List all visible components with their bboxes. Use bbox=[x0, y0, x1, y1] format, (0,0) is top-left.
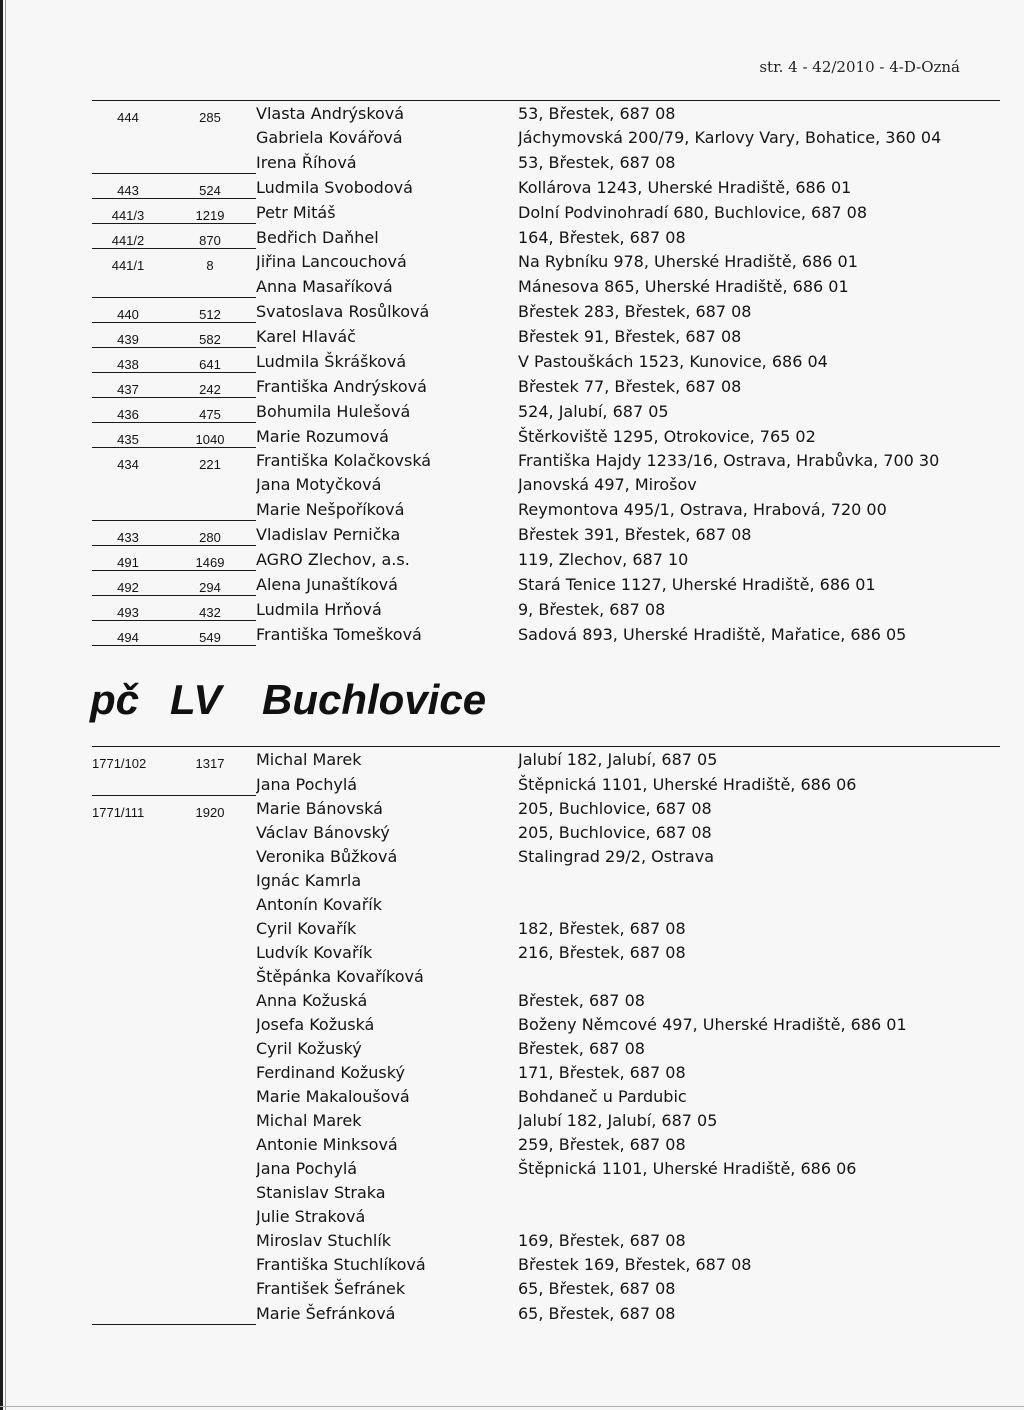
table-row bbox=[92, 125, 1000, 149]
table-row bbox=[92, 771, 1000, 796]
owner-address-cell: Jalubí 182, Jalubí, 687 05 bbox=[518, 747, 1000, 772]
parcel-number-cell bbox=[92, 892, 164, 916]
ownership-sheet-cell bbox=[164, 916, 256, 940]
ownership-sheet-cell bbox=[164, 1156, 256, 1180]
owner-name-cell: Vlasta Andrýsková bbox=[256, 101, 518, 126]
parcel-number-cell bbox=[92, 1132, 164, 1156]
parcel-number-cell bbox=[92, 1204, 164, 1228]
owner-address-cell: Boženy Němcové 497, Uherské Hradiště, 686 01 bbox=[518, 1015, 907, 1034]
owner-name-cell: Michal Marek bbox=[256, 747, 518, 772]
ownership-sheet-cell bbox=[164, 820, 256, 844]
table-row bbox=[92, 868, 1000, 892]
owner-address-cell: Břestek, 687 08 bbox=[518, 991, 645, 1010]
ownership-sheet-cell bbox=[164, 844, 256, 868]
ownership-sheet-cell bbox=[164, 149, 256, 174]
parcel-number-cell bbox=[92, 1252, 164, 1276]
owner-address-cell: Břestek 391, Břestek, 687 08 bbox=[518, 524, 752, 544]
parcel-number-cell bbox=[92, 1036, 164, 1060]
owner-address-cell: Mánesova 865, Uherské Hradiště, 686 01 bbox=[518, 276, 849, 296]
owner-address-cell bbox=[518, 1204, 1000, 1228]
owner-address-cell: Janovská 497, Mirošov bbox=[518, 475, 697, 494]
owner-address-cell: 216, Břestek, 687 08 bbox=[518, 943, 686, 962]
ownership-sheet-cell bbox=[164, 1228, 256, 1252]
ownership-sheet-cell bbox=[164, 1300, 256, 1325]
table-row bbox=[92, 988, 1000, 1012]
scan-bottom-rule bbox=[0, 1406, 1024, 1407]
owner-address-cell: Reymontova 495/1, Ostrava, Hrabová, 720 00 bbox=[518, 499, 887, 519]
ownership-sheet-cell bbox=[164, 988, 256, 1012]
parcel-number-cell bbox=[92, 472, 164, 496]
owner-name-cell: Ludmila Svobodová bbox=[256, 177, 413, 197]
owner-name-cell: Františka Tomešková bbox=[256, 624, 422, 644]
ownership-sheet-cell: 285 bbox=[164, 101, 256, 126]
parcel-number-cell: 444 bbox=[92, 101, 164, 126]
table-row bbox=[92, 348, 1000, 373]
owner-name-cell: Františka Kolačkovská bbox=[256, 451, 432, 470]
table-row bbox=[92, 448, 1000, 473]
owner-address-cell bbox=[518, 868, 1000, 892]
table-row bbox=[92, 964, 1000, 988]
table-row bbox=[92, 298, 1000, 323]
ownership-sheet-cell bbox=[164, 1012, 256, 1036]
ownership-sheet-cell: 549 bbox=[164, 621, 256, 646]
scan-border-inner bbox=[5, 0, 6, 1410]
parcel-number-cell bbox=[92, 1300, 164, 1325]
ownership-sheet-cell: 1219 bbox=[164, 199, 256, 224]
owner-address-cell: 182, Břestek, 687 08 bbox=[518, 919, 686, 938]
parcel-number-cell: 440 bbox=[92, 298, 164, 323]
parcel-number-cell: 1771/102 bbox=[92, 747, 164, 772]
ownership-sheet-cell: 294 bbox=[164, 571, 256, 596]
table-row bbox=[92, 1036, 1000, 1060]
table-row bbox=[92, 916, 1000, 940]
parcel-number-cell: 1771/111 bbox=[92, 805, 145, 820]
owner-address-cell: 164, Břestek, 687 08 bbox=[518, 227, 686, 247]
owner-address-cell: Jáchymovská 200/79, Karlovy Vary, Bohatice, 360 04 bbox=[518, 128, 942, 147]
table-row bbox=[92, 892, 1000, 916]
table-row bbox=[92, 273, 1000, 298]
owner-address-cell: 205, Buchlovice, 687 08 bbox=[518, 823, 712, 842]
table-row bbox=[92, 940, 1000, 964]
owner-address-cell: Břestek 283, Břestek, 687 08 bbox=[518, 301, 752, 321]
table-row bbox=[92, 796, 1000, 821]
ownership-sheet-cell: 524 bbox=[164, 174, 256, 199]
ownership-sheet-cell: 221 bbox=[199, 457, 221, 472]
ownership-sheet-cell: 1920 bbox=[195, 805, 225, 820]
parcel-number-cell bbox=[92, 496, 164, 521]
owner-name-cell: Bohumila Hulešová bbox=[256, 401, 411, 421]
owner-name-cell: Anna Masaříková bbox=[256, 276, 393, 296]
parcel-number-cell: 438 bbox=[92, 348, 164, 373]
parcel-number-cell bbox=[92, 1084, 164, 1108]
owner-name-cell: Václav Bánovský bbox=[256, 823, 390, 842]
owner-address-cell: 53, Břestek, 687 08 bbox=[518, 152, 676, 172]
parcel-number-cell bbox=[92, 1180, 164, 1204]
owner-name-cell: Marie Šefránková bbox=[256, 1303, 396, 1323]
ownership-sheet-cell: 1469 bbox=[164, 546, 256, 571]
owner-address-cell: Sadová 893, Uherské Hradiště, Mařatice, 686 05 bbox=[518, 624, 907, 644]
parcel-number-cell: 443 bbox=[92, 174, 164, 199]
parcel-number-cell bbox=[92, 868, 164, 892]
ownership-sheet-cell bbox=[164, 1132, 256, 1156]
owner-name-cell: Jiřina Lancouchová bbox=[256, 252, 407, 271]
table-row bbox=[92, 521, 1000, 546]
heading-lv: LV bbox=[170, 676, 222, 723]
owner-name-cell: Michal Marek bbox=[256, 1111, 362, 1130]
owner-address-cell: Bohdaneč u Pardubic bbox=[518, 1087, 687, 1106]
owner-name-cell: Veronika Bůžková bbox=[256, 847, 398, 866]
owner-name-cell: Cyril Kožuský bbox=[256, 1039, 362, 1058]
owner-address-cell: Stalingrad 29/2, Ostrava bbox=[518, 847, 715, 866]
ownership-sheet-cell bbox=[164, 940, 256, 964]
table-row bbox=[92, 1108, 1000, 1132]
owners-table-body bbox=[92, 101, 1000, 646]
table-row bbox=[92, 423, 1000, 448]
ownership-sheet-cell: 280 bbox=[164, 521, 256, 546]
owner-address-cell: Dolní Podvinohradí 680, Buchlovice, 687 08 bbox=[518, 202, 868, 222]
ownership-sheet-cell bbox=[164, 472, 256, 496]
parcel-number-cell: 494 bbox=[92, 621, 164, 646]
owner-address-cell: 171, Břestek, 687 08 bbox=[518, 1063, 686, 1082]
owner-address-cell: Břestek, 687 08 bbox=[518, 1039, 645, 1058]
ownership-sheet-cell bbox=[164, 1036, 256, 1060]
parcel-number-cell: 435 bbox=[92, 423, 164, 448]
owner-address-cell: Jalubí 182, Jalubí, 687 05 bbox=[518, 1111, 718, 1130]
table-row bbox=[92, 496, 1000, 521]
ownership-sheet-cell bbox=[164, 1060, 256, 1084]
table-row bbox=[92, 571, 1000, 596]
table-row bbox=[92, 199, 1000, 224]
owner-address-cell: Břestek 169, Břestek, 687 08 bbox=[518, 1255, 752, 1274]
parcel-number-cell bbox=[92, 1276, 164, 1300]
ownership-sheet-cell bbox=[164, 1204, 256, 1228]
owner-name-cell: Irena Říhová bbox=[256, 152, 357, 172]
ownership-sheet-cell bbox=[164, 964, 256, 988]
owner-name-cell: František Šefránek bbox=[256, 1279, 406, 1298]
owner-address-cell: Stará Tenice 1127, Uherské Hradiště, 686 01 bbox=[518, 574, 876, 594]
table-row bbox=[92, 373, 1000, 398]
table-row bbox=[92, 149, 1000, 174]
owner-name-cell: Antonie Minksová bbox=[256, 1135, 398, 1154]
ownership-sheet-cell bbox=[164, 868, 256, 892]
owner-address-cell: V Pastouškách 1523, Kunovice, 686 04 bbox=[518, 351, 828, 371]
owners-table-body bbox=[92, 747, 1000, 1325]
owner-name-cell: Marie Makaloušová bbox=[256, 1087, 410, 1106]
owner-name-cell: Miroslav Stuchlík bbox=[256, 1231, 392, 1250]
parcel-number-cell bbox=[92, 940, 164, 964]
owner-name-cell: Josefa Kožuská bbox=[256, 1015, 375, 1034]
owner-address-cell: 205, Buchlovice, 687 08 bbox=[518, 799, 712, 818]
ownership-sheet-cell: 432 bbox=[164, 596, 256, 621]
table-row bbox=[92, 1252, 1000, 1276]
table-row bbox=[92, 398, 1000, 423]
owner-name-cell: Jana Pochylá bbox=[256, 1159, 358, 1178]
parcel-number-cell bbox=[92, 916, 164, 940]
ownership-sheet-cell: 870 bbox=[164, 224, 256, 249]
ownership-sheet-cell: 1317 bbox=[164, 747, 256, 772]
owner-address-cell: Břestek 91, Břestek, 687 08 bbox=[518, 326, 742, 346]
owner-name-cell: Marie Bánovská bbox=[256, 799, 383, 818]
parcel-number-cell bbox=[92, 1060, 164, 1084]
owner-name-cell: Jana Motyčková bbox=[256, 475, 382, 494]
table-row bbox=[92, 596, 1000, 621]
owner-address-cell: Na Rybníku 978, Uherské Hradiště, 686 01 bbox=[518, 252, 858, 271]
ownership-sheet-cell bbox=[164, 1084, 256, 1108]
table-row bbox=[92, 1132, 1000, 1156]
table-row bbox=[92, 747, 1000, 772]
table-row bbox=[92, 621, 1000, 646]
parcel-number-cell: 436 bbox=[92, 398, 164, 423]
parcel-number-cell: 441/1 bbox=[111, 258, 145, 273]
owner-name-cell: Anna Kožuská bbox=[256, 991, 368, 1010]
ownership-sheet-cell: 512 bbox=[164, 298, 256, 323]
parcel-number-cell bbox=[92, 149, 164, 174]
owner-name-cell: Alena Junaštíková bbox=[256, 574, 398, 594]
scan-border bbox=[0, 0, 3, 1410]
owner-address-cell: 9, Břestek, 687 08 bbox=[518, 599, 666, 619]
owner-address-cell bbox=[518, 1180, 1000, 1204]
heading-place: Buchlovice bbox=[262, 676, 487, 723]
owner-address-cell: Štěrkoviště 1295, Otrokovice, 765 02 bbox=[518, 426, 816, 446]
parcel-number-cell bbox=[92, 1228, 164, 1252]
owner-address-cell: 65, Břestek, 687 08 bbox=[518, 1279, 676, 1298]
owner-name-cell: Cyril Kovařík bbox=[256, 919, 357, 938]
heading-pc: pč bbox=[90, 676, 140, 723]
table-row bbox=[92, 101, 1000, 126]
owners-table-brestek bbox=[92, 100, 1000, 646]
table-row bbox=[92, 224, 1000, 249]
ownership-sheet-cell: 1040 bbox=[164, 423, 256, 448]
owner-name-cell: Marie Rozumová bbox=[256, 426, 389, 446]
table-row bbox=[92, 1084, 1000, 1108]
parcel-number-cell bbox=[92, 988, 164, 1012]
owner-address-cell: 259, Břestek, 687 08 bbox=[518, 1135, 686, 1154]
section-heading bbox=[90, 676, 486, 724]
parcel-number-cell bbox=[92, 125, 164, 149]
owner-name-cell: Ludmila Hrňová bbox=[256, 599, 382, 619]
owner-address-cell bbox=[518, 964, 1000, 988]
parcel-number-cell bbox=[92, 964, 164, 988]
owner-name-cell: Bedřich Daňhel bbox=[256, 227, 379, 247]
owner-name-cell: Ludvík Kovařík bbox=[256, 943, 373, 962]
owner-address-cell: Štěpnická 1101, Uherské Hradiště, 686 06 bbox=[518, 1159, 857, 1178]
owner-address-cell: 524, Jalubí, 687 05 bbox=[518, 401, 669, 421]
parcel-number-cell bbox=[92, 820, 164, 844]
owner-name-cell: Antonín Kovařík bbox=[256, 895, 383, 914]
ownership-sheet-cell bbox=[164, 273, 256, 298]
parcel-number-cell: 441/3 bbox=[92, 199, 164, 224]
table-row bbox=[92, 472, 1000, 496]
owner-name-cell: Ludmila Škrášková bbox=[256, 351, 407, 371]
parcel-number-cell: 437 bbox=[92, 373, 164, 398]
owner-address-cell: 119, Zlechov, 687 10 bbox=[518, 549, 689, 569]
owner-address-cell: Kollárova 1243, Uherské Hradiště, 686 01 bbox=[518, 177, 852, 197]
owner-name-cell: Štěpánka Kovaříková bbox=[256, 967, 424, 986]
owner-name-cell: Stanislav Straka bbox=[256, 1183, 386, 1202]
owner-name-cell: AGRO Zlechov, a.s. bbox=[256, 549, 410, 569]
ownership-sheet-cell: 242 bbox=[164, 373, 256, 398]
table-row bbox=[92, 1060, 1000, 1084]
table-row bbox=[92, 249, 1000, 274]
owner-name-cell: Ferdinand Kožuský bbox=[256, 1063, 405, 1082]
owner-name-cell: Karel Hlaváč bbox=[256, 326, 356, 346]
owner-address-cell bbox=[518, 892, 1000, 916]
parcel-number-cell: 433 bbox=[92, 521, 164, 546]
ownership-sheet-cell bbox=[164, 1276, 256, 1300]
table-row bbox=[92, 844, 1000, 868]
ownership-sheet-cell: 582 bbox=[164, 323, 256, 348]
owner-address-cell: 169, Břestek, 687 08 bbox=[518, 1231, 686, 1250]
owner-name-cell: Františka Stuchlíková bbox=[256, 1255, 426, 1274]
owner-address-cell: Štěpnická 1101, Uherské Hradiště, 686 06 bbox=[518, 774, 857, 794]
owner-name-cell: Ignác Kamrla bbox=[256, 871, 362, 890]
table-row bbox=[92, 1276, 1000, 1300]
table-row bbox=[92, 1180, 1000, 1204]
owner-address-cell: 53, Břestek, 687 08 bbox=[518, 101, 1000, 126]
table-row bbox=[92, 323, 1000, 348]
ownership-sheet-cell: 475 bbox=[164, 398, 256, 423]
owner-name-cell: Gabriela Kovářová bbox=[256, 128, 403, 147]
parcel-number-cell: 491 bbox=[92, 546, 164, 571]
ownership-sheet-cell: 8 bbox=[206, 258, 214, 273]
ownership-sheet-cell bbox=[164, 1252, 256, 1276]
parcel-number-cell: 492 bbox=[92, 571, 164, 596]
owner-name-cell: Jana Pochylá bbox=[256, 774, 358, 794]
parcel-number-cell bbox=[92, 1012, 164, 1036]
ownership-sheet-cell bbox=[164, 496, 256, 521]
owners-table-buchlovice bbox=[92, 746, 1000, 1325]
ownership-sheet-cell bbox=[164, 1108, 256, 1132]
owner-name-cell: Františka Andrýsková bbox=[256, 376, 427, 396]
parcel-number-cell bbox=[92, 1156, 164, 1180]
owner-name-cell: Marie Nešpoříková bbox=[256, 499, 405, 519]
parcel-number-cell bbox=[92, 1108, 164, 1132]
ownership-sheet-cell: 641 bbox=[164, 348, 256, 373]
owner-address-cell: Břestek 77, Břestek, 687 08 bbox=[518, 376, 742, 396]
owner-name-cell: Julie Straková bbox=[256, 1207, 366, 1226]
ownership-sheet-cell bbox=[164, 1180, 256, 1204]
table-row bbox=[92, 1012, 1000, 1036]
table-row bbox=[92, 1228, 1000, 1252]
owner-name-cell: Svatoslava Rosůlková bbox=[256, 301, 430, 321]
owner-name-cell: Vladislav Pernička bbox=[256, 524, 401, 544]
parcel-number-cell: 493 bbox=[92, 596, 164, 621]
table-row bbox=[92, 1156, 1000, 1180]
parcel-number-cell: 439 bbox=[92, 323, 164, 348]
ownership-sheet-cell bbox=[164, 125, 256, 149]
table-row bbox=[92, 820, 1000, 844]
ownership-sheet-cell bbox=[164, 892, 256, 916]
table-row bbox=[92, 1300, 1000, 1325]
parcel-number-cell: 434 bbox=[117, 457, 139, 472]
table-row bbox=[92, 546, 1000, 571]
parcel-number-cell bbox=[92, 771, 164, 796]
owner-address-cell: Františka Hajdy 1233/16, Ostrava, Hrabůvka, 700 30 bbox=[518, 451, 940, 470]
page-reference: str. 4 - 42/2010 - 4-D-Ozná bbox=[759, 58, 960, 76]
ownership-sheet-cell bbox=[164, 771, 256, 796]
table-row bbox=[92, 174, 1000, 199]
owner-address-cell: 65, Břestek, 687 08 bbox=[518, 1303, 676, 1323]
parcel-number-cell: 441/2 bbox=[92, 224, 164, 249]
owner-name-cell: Petr Mitáš bbox=[256, 202, 336, 222]
parcel-number-cell bbox=[92, 273, 164, 298]
parcel-number-cell bbox=[92, 844, 164, 868]
table-row bbox=[92, 1204, 1000, 1228]
